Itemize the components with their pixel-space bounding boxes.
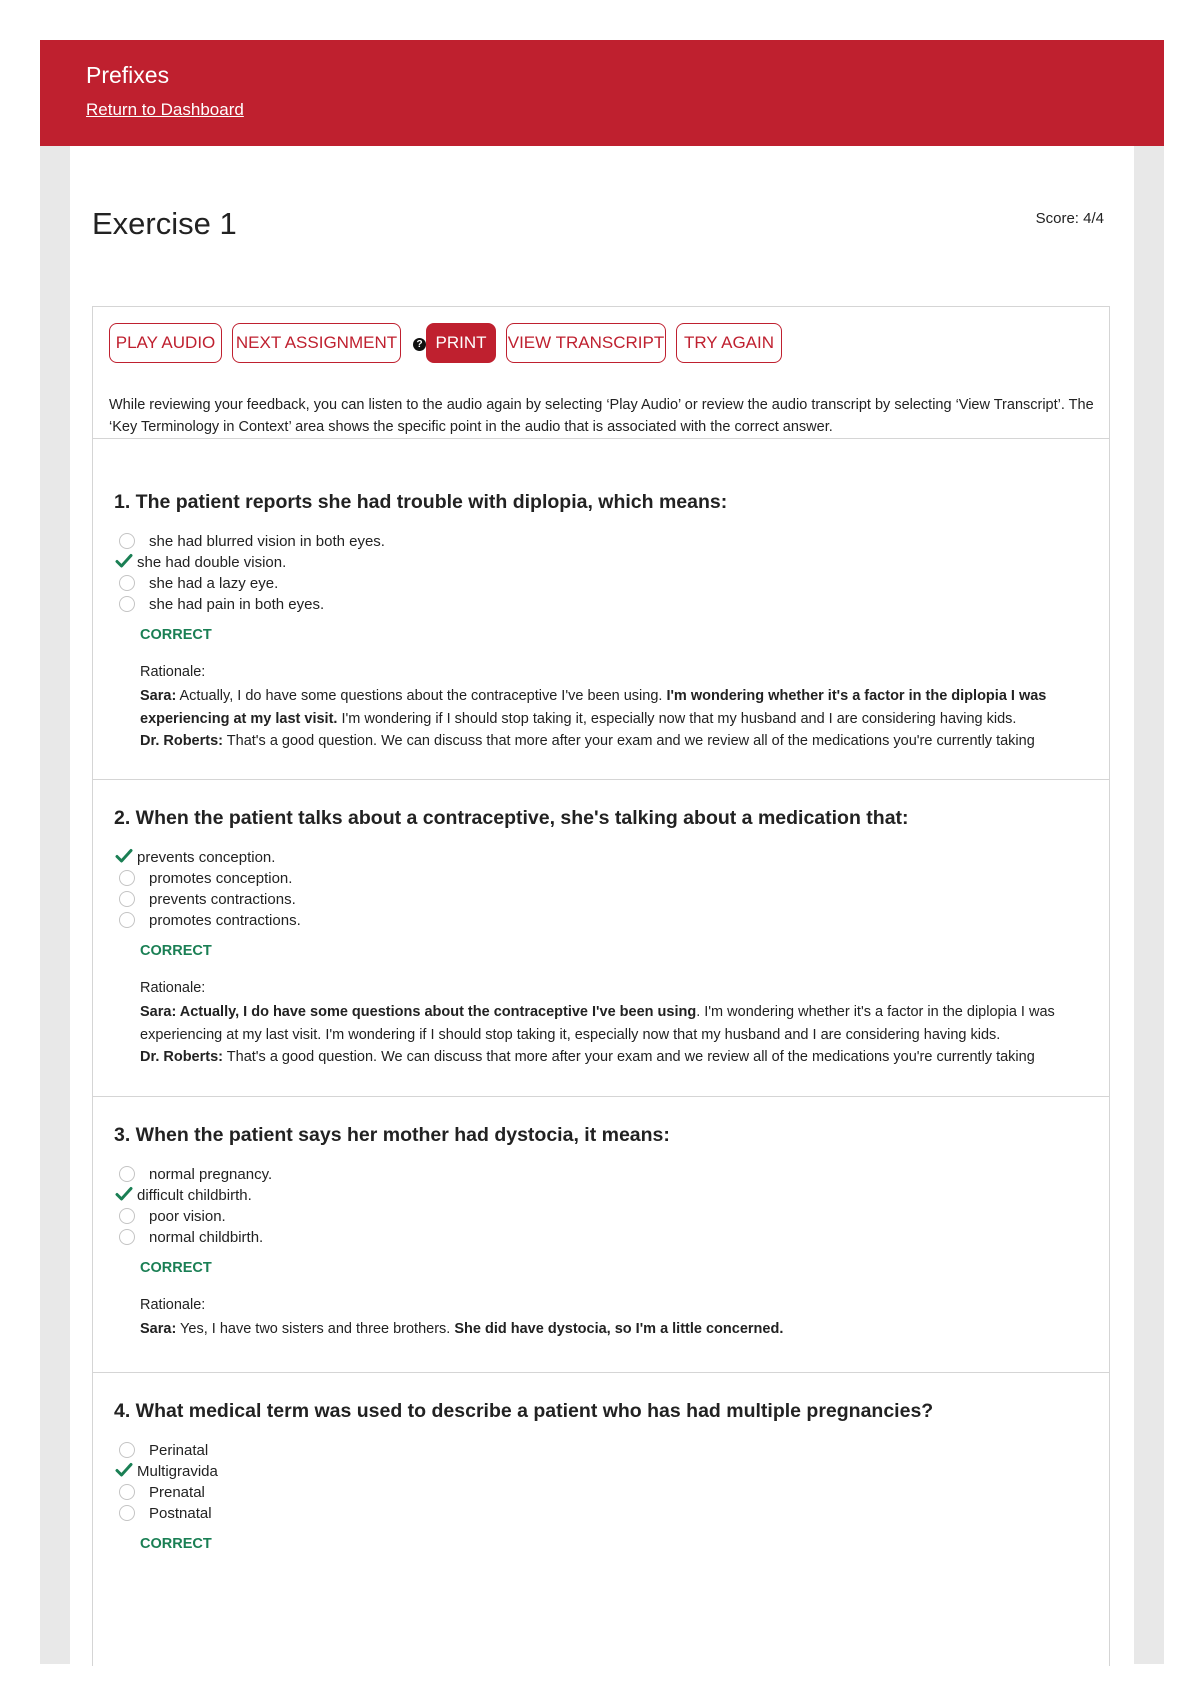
radio-icon — [119, 1484, 135, 1500]
rationale-paragraph — [140, 730, 1080, 753]
answer-option-label: she had pain in both eyes. — [149, 596, 325, 613]
answer-option-label: normal pregnancy. — [149, 1166, 273, 1183]
answer-option-label: promotes conception. — [149, 870, 293, 887]
radio-icon — [119, 1208, 135, 1224]
result-status: CORRECT — [140, 627, 212, 643]
radio-icon — [119, 533, 135, 549]
print-button[interactable]: PRINT — [426, 323, 496, 363]
rationale-paragraph — [140, 1001, 1080, 1046]
help-icon[interactable]: ? — [413, 338, 426, 351]
checkmark-icon — [115, 1461, 133, 1479]
view-transcript-button[interactable]: VIEW TRANSCRIPT — [506, 323, 666, 363]
answer-option-label: she had a lazy eye. — [149, 575, 279, 592]
radio-icon — [119, 1442, 135, 1458]
rationale-key-text: I'm wondering whether it's a factor in the diplopia I was experiencing at my last visit. — [140, 688, 1047, 727]
answer-option-label: difficult childbirth. — [137, 1187, 252, 1204]
radio-icon — [119, 1505, 135, 1521]
rationale-text — [140, 1001, 1080, 1069]
rationale-key-text: Sara: — [140, 1321, 177, 1337]
radio-icon — [119, 1229, 135, 1245]
rationale-segment: That's a good question. We can discuss that more after your exam and we review all of the medications you're currently taking — [223, 733, 1035, 749]
radio-icon — [119, 1166, 135, 1182]
page-frame — [40, 40, 1164, 1664]
rationale-paragraph — [140, 1318, 1080, 1341]
question-title: 3. When the patient says her mother had dystocia, it means: — [114, 1124, 670, 1146]
answer-option-label: Prenatal — [149, 1484, 205, 1501]
header-bar — [40, 40, 1164, 146]
radio-icon — [119, 596, 135, 612]
answer-option-label: normal childbirth. — [149, 1229, 264, 1246]
rationale-key-text: Dr. Roberts: — [140, 733, 223, 749]
answer-option-label: she had blurred vision in both eyes. — [149, 533, 385, 550]
result-status: CORRECT — [140, 1536, 212, 1552]
content-panel — [70, 146, 1134, 1664]
rationale-label: Rationale: — [140, 980, 206, 996]
result-status: CORRECT — [140, 943, 212, 959]
answer-option-label: prevents contractions. — [149, 891, 296, 908]
radio-icon — [119, 891, 135, 907]
checkmark-icon — [115, 847, 133, 865]
question-title: 1. The patient reports she had trouble with diplopia, which means: — [114, 491, 728, 513]
answer-option-label: Postnatal — [149, 1505, 212, 1522]
play-audio-button[interactable]: PLAY AUDIO — [109, 323, 222, 363]
answer-option-label: promotes contractions. — [149, 912, 301, 929]
answer-option-label: prevents conception. — [137, 849, 276, 866]
section-divider — [93, 1096, 1109, 1097]
radio-icon — [119, 870, 135, 886]
return-to-dashboard-link[interactable]: Return to Dashboard — [86, 100, 244, 119]
rationale-segment: . I'm wondering whether it's a factor in the diplopia I was experiencing at my last visit. I'm wondering if I should stop taking it, especially now that my husband and I are considering having kids. — [140, 1004, 1055, 1043]
rationale-key-text: Sara: Actually, I do have some questions about the contraceptive I've been using — [140, 1004, 697, 1020]
rationale-label: Rationale: — [140, 664, 206, 680]
rationale-key-text: She did have dystocia, so I'm a little concerned. — [454, 1321, 784, 1337]
answer-option-label: Multigravida — [137, 1463, 218, 1480]
answer-option-label: poor vision. — [149, 1208, 226, 1225]
question-title: 2. When the patient talks about a contraceptive, she's talking about a medication that: — [114, 807, 909, 829]
feedback-instructions: While reviewing your feedback, you can listen to the audio again by selecting ‘Play Audio’ or review the audio transcript by selecting ‘View Transcript’. The ‘Key Terminology in Context’ area shows the specific point in the audio that is associated with the correct answer. — [109, 397, 1094, 435]
checkmark-icon — [115, 1185, 133, 1203]
answer-option-label: Perinatal — [149, 1442, 209, 1459]
section-divider — [93, 1372, 1109, 1373]
rationale-segment: Yes, I have two sisters and three brothers. — [176, 1321, 455, 1337]
module-title: Prefixes — [86, 62, 170, 88]
try-again-button[interactable]: TRY AGAIN — [676, 323, 782, 363]
section-divider — [93, 779, 1109, 780]
rationale-segment: Actually, I do have some questions about the contraceptive I've been using. — [176, 688, 667, 704]
answer-option-label: she had double vision. — [137, 554, 287, 571]
radio-icon — [119, 575, 135, 591]
checkmark-icon — [115, 552, 133, 570]
rationale-paragraph — [140, 1046, 1080, 1069]
exercise-box — [92, 306, 1110, 1666]
section-divider — [93, 438, 1109, 439]
rationale-paragraph — [140, 685, 1080, 730]
question-title: 4. What medical term was used to describe a patient who has had multiple pregnancies? — [114, 1400, 934, 1422]
next-assignment-button[interactable]: NEXT ASSIGNMENT — [232, 323, 401, 363]
rationale-segment: I'm wondering if I should stop taking it, especially now that my husband and I are considering having kids. — [337, 710, 1017, 727]
result-status: CORRECT — [140, 1260, 212, 1276]
radio-icon — [119, 912, 135, 928]
score-label: Score: 4/4 — [1035, 210, 1104, 227]
rationale-text — [140, 685, 1080, 753]
rationale-label: Rationale: — [140, 1297, 206, 1313]
rationale-text — [140, 1318, 1080, 1341]
rationale-key-text: Dr. Roberts: — [140, 1049, 223, 1065]
rationale-segment: That's a good question. We can discuss that more after your exam and we review all of the medications you're currently taking — [223, 1049, 1035, 1065]
rationale-key-text: Sara: — [140, 688, 177, 704]
exercise-title: Exercise 1 — [92, 206, 237, 241]
